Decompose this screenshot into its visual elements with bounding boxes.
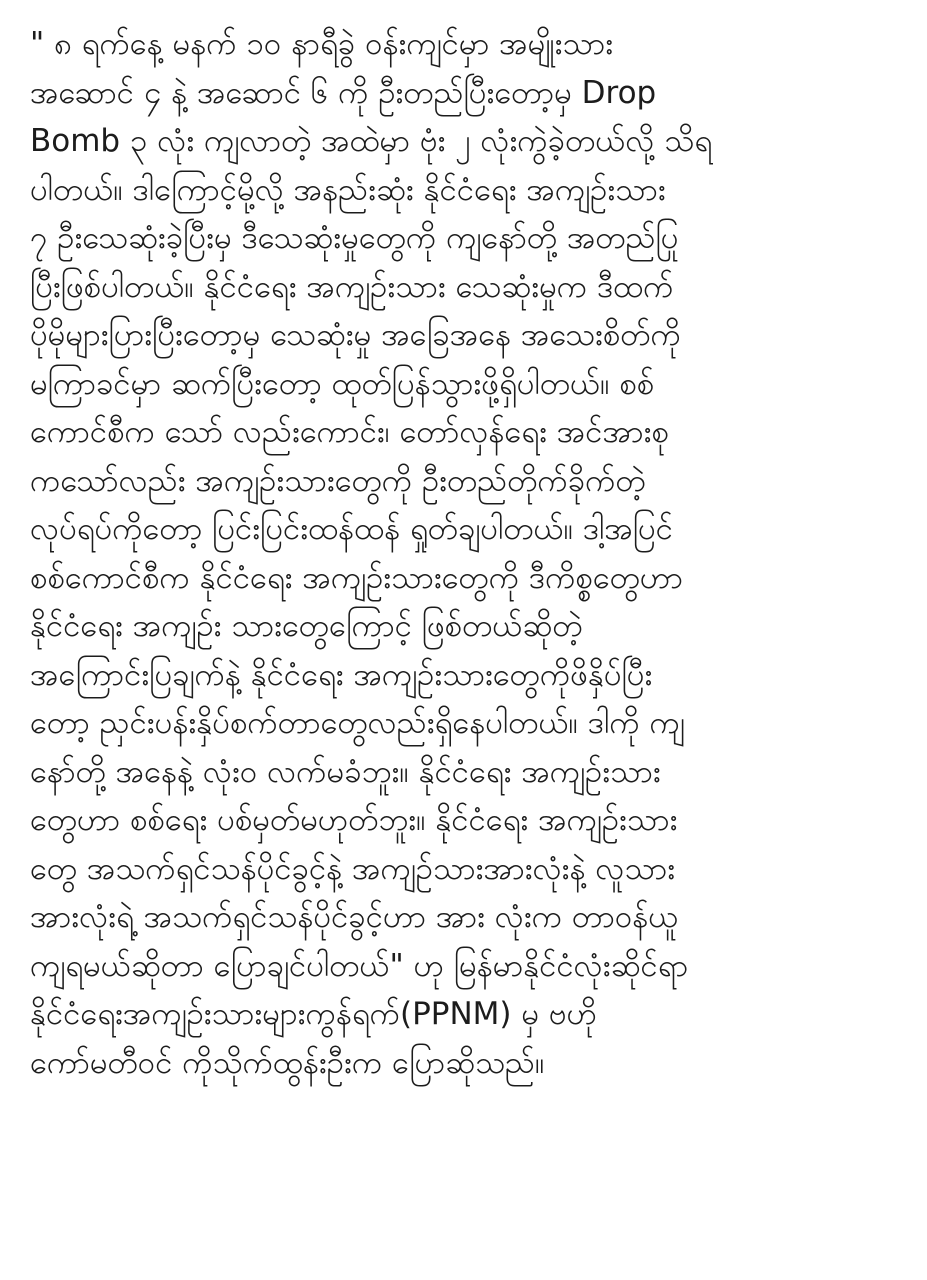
article-line: ကော်မတီဝင် ကိုသိုက်ထွန်းဦးက ပြောဆိုသည်။ — [30, 1044, 545, 1081]
article-line: နိုင်ငံရေးအကျဉ်းသားများကွန်ရက်(PPNM) မှ ဗဟို — [30, 996, 597, 1032]
article-line: ၇ ဦးသေဆုံးခဲ့ပြီးမှ ဒီသေဆုံးမှုတွေကို ကျနော်တို့ အတည်ပြု — [30, 220, 679, 256]
article-line: ပိုမိုများပြားပြီးတော့မှ သေဆုံးမှု အခြေအနေ အသေးစိတ်ကို — [30, 317, 681, 353]
article-line: တွေဟာ စစ်ရေး ပစ်မှတ်မဟုတ်ဘူး။ နိုင်ငံရေး အကျဉ်းသား — [30, 802, 678, 838]
article-line: အားလုံးရဲ့ အသက်ရှင်သန်ပိုင်ခွင့်ဟာ အား လုံးက တာဝန်ယူ — [30, 899, 679, 935]
article-line: စစ်ကောင်စီက နိုင်ငံရေး အကျဉ်းသားတွေကို ဒီကိစ္စတွေဟာ — [30, 559, 683, 596]
article-line: အကြောင်းပြချက်နဲ့ နိုင်ငံရေး အကျဉ်းသားတွေကိုဖိနှိပ်ပြီး — [30, 656, 653, 693]
article-line: လုပ်ရပ်ကိုတော့ ပြင်းပြင်းထန်ထန် ရှုတ်ချပါတယ်။ ဒါ့အပြင် — [30, 511, 673, 547]
article-line: တော့ ညှင်းပန်းနှိပ်စက်တာတွေလည်းရှိနေပါတယ်။ ဒါကို ကျ — [30, 705, 685, 741]
article-line: ပြီးဖြစ်ပါတယ်။ နိုင်ငံရေး အကျဉ်းသား သေဆုံးမှုက ဒီထက် — [30, 268, 674, 305]
article-line: တွေ အသက်ရှင်သန်ပိုင်ခွင့်နဲ့ အကျဉ်သားအားလုံးနဲ့ လူသား — [30, 850, 676, 887]
article-line: ပါတယ်။ ဒါကြောင့်မို့လို့ အနည်းဆုံး နိုင်ငံရေး အကျဉ်းသား — [30, 171, 666, 208]
article-line: ကျရမယ်ဆိုတာ ပြောချင်ပါတယ်" ဟု မြန်မာနိုင်ငံလုံးဆိုင်ရာ — [30, 947, 689, 984]
article-line: အဆောင် ၄ နဲ့ အဆောင် ၆ ကို ဦးတည်ပြီးတော့မှ Drop — [30, 74, 657, 111]
article-line: Bomb ၃ လုံး ကျလာတဲ့ အထဲမှာ ဗုံး ၂ လုံးကွဲခဲ့တယ်လို့ သိရ — [30, 123, 713, 159]
article-line: နိုင်ငံရေး အကျဉ်း သားတွေကြောင့် ဖြစ်တယ်ဆိုတဲ့ — [30, 608, 583, 644]
article-line: ကသော်လည်း အကျဉ်းသားတွေကို ဦးတည်တိုက်ခိုက်တဲ့ — [30, 462, 646, 499]
article-line: ကောင်စီက သော် လည်းကောင်း၊ တော်လှန်ရေး အင်အားစု — [30, 414, 669, 450]
article-line: နော်တို့ အနေနဲ့ လုံးဝ လက်မခံဘူး။ နိုင်ငံရေး အကျဉ်းသား — [30, 753, 661, 790]
article-body — [30, 20, 910, 1087]
article-line: " ၈ ရက်နေ့ မနက် ၁၀ နာရီခွဲ ဝန်းကျင်မှာ အမျိုးသား — [30, 26, 614, 62]
article-line: မကြာခင်မှာ ဆက်ပြီးတော့ ထုတ်ပြန်သွားဖို့ရှိပါတယ်။ စစ် — [30, 365, 655, 402]
